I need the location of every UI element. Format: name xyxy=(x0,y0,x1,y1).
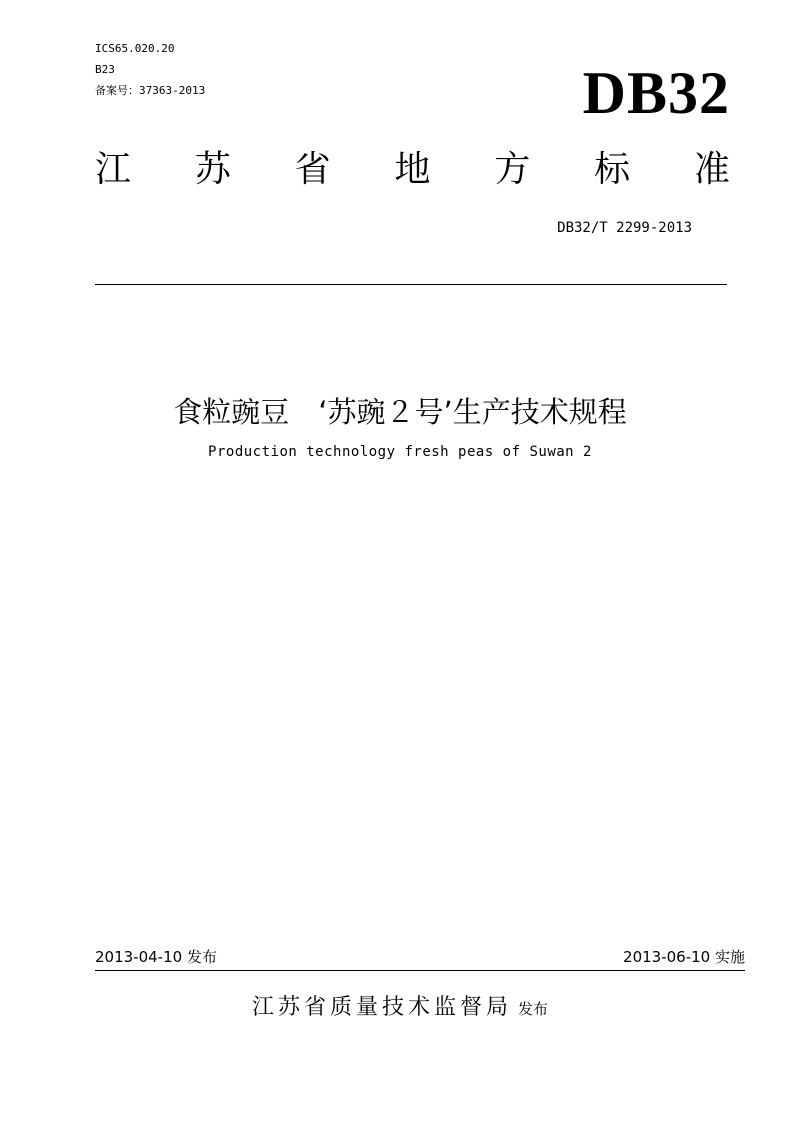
publisher-line xyxy=(0,990,800,1021)
document-title-english: Production technology fresh peas of Suwan 2 xyxy=(208,444,592,460)
publisher-suffix: 发布 xyxy=(518,1000,549,1018)
standard-type-char: 苏 xyxy=(194,149,231,190)
issue-date: 2013-04-10 发布 xyxy=(95,948,217,966)
bottom-divider xyxy=(95,970,745,971)
standard-logo: DB32 xyxy=(582,60,730,126)
standard-type-char: 标 xyxy=(594,149,631,190)
standard-number: DB32/T 2299-2013 xyxy=(557,220,692,236)
implementation-date: 2013-06-10 实施 xyxy=(623,948,745,966)
standard-type-heading xyxy=(95,146,730,194)
record-number: 备案号：37363-2013 xyxy=(95,84,206,97)
standard-type-char: 方 xyxy=(494,149,531,190)
top-divider xyxy=(95,284,727,285)
standard-type-char: 准 xyxy=(693,149,730,190)
document-title-chinese: 食粒豌豆 ‘苏豌２号’生产技术规程 xyxy=(173,395,627,429)
standard-type-char: 省 xyxy=(294,149,331,190)
publisher-name: 江苏省质量技术监督局 xyxy=(251,995,512,1020)
ics-code: ICS65.020.20 xyxy=(95,42,175,55)
standard-type-char: 地 xyxy=(394,149,431,190)
standard-type-char: 江 xyxy=(95,149,132,190)
classification-code: B23 xyxy=(95,63,115,76)
